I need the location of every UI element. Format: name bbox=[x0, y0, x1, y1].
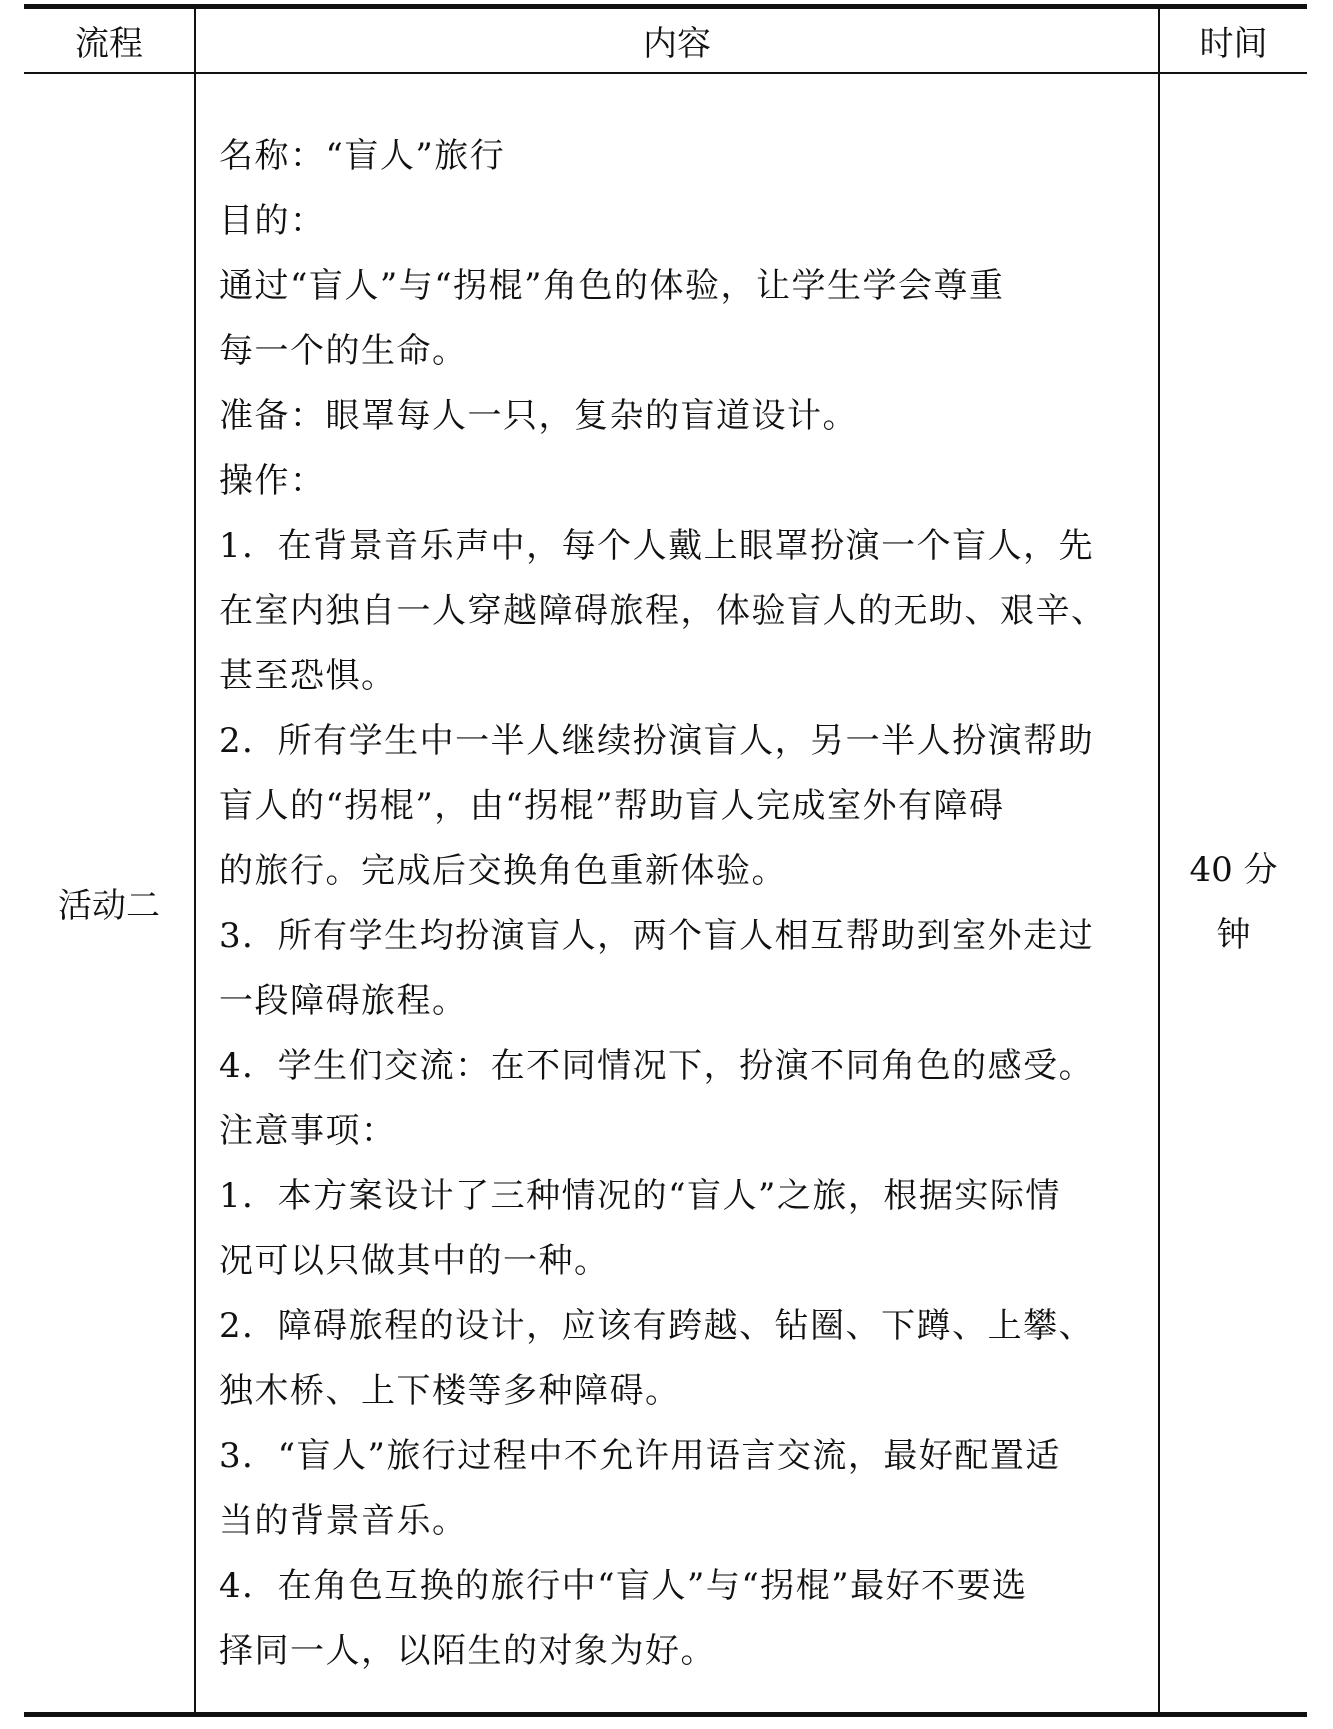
content-line: 准备：眼罩每人一只，复杂的盲道设计。 bbox=[219, 396, 858, 436]
content-line: 3．所有学生均扮演盲人，两个盲人相互帮助到室外走过 bbox=[219, 916, 1095, 956]
content-line: 2．所有学生中一半人继续扮演盲人，另一半人扮演帮助 bbox=[219, 721, 1095, 761]
content-line: 1．在背景音乐声中，每个人戴上眼罩扮演一个盲人，先 bbox=[219, 526, 1095, 566]
content-line: 2．障碍旅程的设计，应该有跨越、钻圈、下蹲、上攀、 bbox=[219, 1306, 1095, 1346]
content-line: 4．在角色互换的旅行中“盲人”与“拐棍”最好不要选 bbox=[219, 1566, 1028, 1606]
column-divider-left bbox=[194, 9, 196, 1712]
content-line: 盲人的“拐棍”，由“拐棍”帮助盲人完成室外有障碍 bbox=[219, 786, 1005, 826]
content-line: 目的： bbox=[219, 201, 326, 241]
content-line: 一段障碍旅程。 bbox=[219, 981, 468, 1021]
table-bottom-rule bbox=[24, 1712, 1307, 1717]
content-line: 独木桥、上下楼等多种障碍。 bbox=[219, 1371, 681, 1411]
content-line: 择同一人，以陌生的对象为好。 bbox=[219, 1631, 716, 1671]
content-line: 的旅行。完成后交换角色重新体验。 bbox=[219, 851, 787, 891]
content-line: 通过“盲人”与“拐棍”角色的体验，让学生学会尊重 bbox=[219, 266, 1005, 306]
content-line: 1．本方案设计了三种情况的“盲人”之旅，根据实际情 bbox=[219, 1176, 1061, 1216]
content-line: 3．“盲人”旅行过程中不允许用语言交流，最好配置适 bbox=[219, 1436, 1061, 1476]
time-unit: 钟 bbox=[1216, 915, 1251, 955]
table-header-rule bbox=[24, 72, 1307, 74]
row-content-cell bbox=[219, 124, 1139, 1684]
content-line: 在室内独自一人穿越障碍旅程，体验盲人的无助、艰辛、 bbox=[219, 591, 1107, 631]
header-time: 时间 bbox=[1199, 24, 1268, 64]
content-line: 4．学生们交流：在不同情况下，扮演不同角色的感受。 bbox=[219, 1046, 1095, 1086]
header-flow: 流程 bbox=[75, 24, 143, 64]
content-line: 当的背景音乐。 bbox=[219, 1501, 468, 1541]
row-flow-cell: 活动二 bbox=[58, 885, 160, 926]
header-content: 内容 bbox=[643, 24, 711, 64]
row-time-cell bbox=[1160, 838, 1307, 968]
content-line: 注意事项： bbox=[219, 1111, 397, 1151]
content-line: 况可以只做其中的一种。 bbox=[219, 1241, 610, 1281]
content-line: 操作： bbox=[219, 461, 326, 501]
time-value: 40 分 bbox=[1189, 850, 1278, 890]
content-line: 名称：“盲人”旅行 bbox=[219, 136, 506, 176]
content-line: 甚至恐惧。 bbox=[219, 656, 397, 696]
content-line: 每一个的生命。 bbox=[219, 331, 468, 371]
